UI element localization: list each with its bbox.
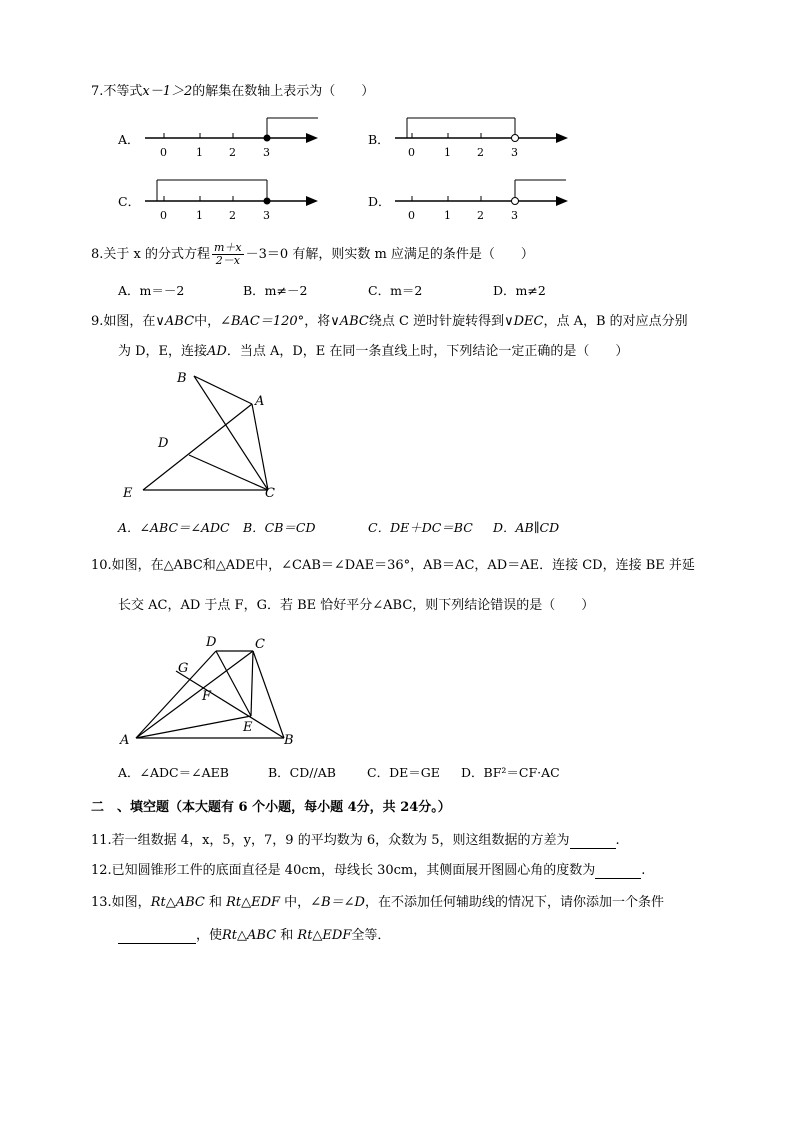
label-e: E xyxy=(123,486,133,501)
label-c: C xyxy=(255,637,265,652)
label-c: C xyxy=(265,486,275,501)
q9-option-a[interactable]: A．∠ABC＝∠ADC xyxy=(118,520,230,535)
q9-stem-line1: 9.如图，在∨ABC中，∠BAC＝120°，将∨ABC绕点 C 逆时针旋转得到∨DEC，点 A，B 的对应点分别 xyxy=(91,314,688,329)
label-b: B xyxy=(284,733,294,748)
tick-3: 3 xyxy=(263,209,270,222)
q8-option-c[interactable]: C．m＝2 xyxy=(368,283,423,298)
tick-2: 2 xyxy=(477,209,484,222)
q7-option-d-label[interactable]: D． xyxy=(368,194,391,209)
q7-number-line-a[interactable] xyxy=(140,112,340,162)
q10-stem-line2: 长交 AC，AD 于点 F，G．若 BE 恰好平分∠ABC，则下列结论错误的是（ ） xyxy=(118,598,595,613)
tick-2: 2 xyxy=(477,146,484,159)
q12-stem: 12.已知圆锥形工件的底面直径是 40cm，母线长 30cm，其侧面展开图圆心角的度数为 . xyxy=(91,863,646,878)
q7-number-line-d[interactable] xyxy=(390,174,590,224)
q8-post: －3＝0 有解，则实数 m 应满足的条件是（ ） xyxy=(245,247,534,262)
q12-answer-blank[interactable] xyxy=(595,864,641,879)
tick-3: 3 xyxy=(263,146,270,159)
q7-number-line-b[interactable] xyxy=(390,112,590,162)
q9-stem-line2: 为 D，E，连接AD．当点 A，D，E 在同一条直线上时，下列结论一定正确的是（ ） xyxy=(118,344,629,359)
label-a: A xyxy=(120,733,130,748)
label-d: D xyxy=(158,436,169,451)
q8-frac-den: 2－x xyxy=(215,254,240,267)
tick-1: 1 xyxy=(196,209,203,222)
tick-0: 0 xyxy=(408,146,415,159)
q13-answer-blank[interactable] xyxy=(118,929,196,944)
tick-0: 0 xyxy=(160,146,167,159)
q11-stem: 11.若一组数据 4，x，5，y，7，9 的平均数为 6，众数为 5，则这组数据的方差为 . xyxy=(91,833,620,848)
tick-2: 2 xyxy=(229,209,236,222)
q7-option-b-label[interactable]: B． xyxy=(368,132,390,147)
label-f: F xyxy=(202,689,212,704)
q7-stem xyxy=(91,84,374,100)
label-d: D xyxy=(206,635,217,650)
q11-answer-blank[interactable] xyxy=(570,834,616,849)
q10-option-c[interactable]: C．DE＝GE xyxy=(367,765,440,780)
q10-option-a[interactable]: A．∠ADC＝∠AEB xyxy=(118,765,229,780)
q7-pre: 7.不等式 xyxy=(91,84,143,99)
q8-stem xyxy=(91,242,534,268)
q9-figure xyxy=(118,366,298,506)
q7-option-a-label[interactable]: A． xyxy=(118,132,140,147)
label-e: E xyxy=(243,720,253,735)
q9-option-d[interactable]: D．AB∥CD xyxy=(493,520,560,535)
q8-frac-num: m＋x xyxy=(214,241,242,254)
q10-option-b[interactable]: B．CD//AB xyxy=(268,765,336,780)
section-2-heading: 二 、填空题（本大题有 6 个小题，每小题 4分，共 24分。） xyxy=(91,800,451,815)
q8-pre: 8.关于 x 的分式方程 xyxy=(91,247,210,262)
tick-0: 0 xyxy=(408,209,415,222)
q13-stem-line1: 13.如图，Rt△ABC 和 Rt△EDF 中，∠B＝∠D，在不添加任何辅助线的情况下，请你添加一个条件 xyxy=(91,895,664,910)
tick-3: 3 xyxy=(511,209,518,222)
q7-number-line-c[interactable] xyxy=(140,174,340,224)
q7-post: 的解集在数轴上表示为（ ） xyxy=(192,84,375,99)
q8-option-b[interactable]: B．m≠－2 xyxy=(243,283,308,298)
q7-math: x－1＞2 xyxy=(142,84,193,99)
q10-option-d[interactable]: D．BF²＝CF·AC xyxy=(461,765,560,780)
label-a: A xyxy=(255,394,265,409)
q9-option-c[interactable]: C．DE＋DC＝BC xyxy=(368,520,473,535)
q8-option-a[interactable]: A．m＝－2 xyxy=(118,283,185,298)
q10-stem-line1: 10.如图，在△ABC和△ADE中，∠CAB＝∠DAE＝36°，AB＝AC，AD＝AE．连接 CD，连接 BE 并延 xyxy=(91,558,695,573)
tick-0: 0 xyxy=(160,209,167,222)
tick-2: 2 xyxy=(229,146,236,159)
tick-1: 1 xyxy=(444,146,451,159)
q9-option-b[interactable]: B．CB＝CD xyxy=(243,520,316,535)
tick-1: 1 xyxy=(196,146,203,159)
q8-fraction xyxy=(212,242,244,267)
q8-option-d[interactable]: D．m≠2 xyxy=(493,283,546,298)
q13-stem-line2: ，使Rt△ABC 和 Rt△EDF全等． xyxy=(118,928,390,944)
tick-3: 3 xyxy=(511,146,518,159)
q7-option-c-label[interactable]: C． xyxy=(118,194,141,209)
label-b: B xyxy=(177,371,187,386)
label-g: G xyxy=(178,661,189,676)
tick-1: 1 xyxy=(444,209,451,222)
q10-figure xyxy=(116,632,306,752)
